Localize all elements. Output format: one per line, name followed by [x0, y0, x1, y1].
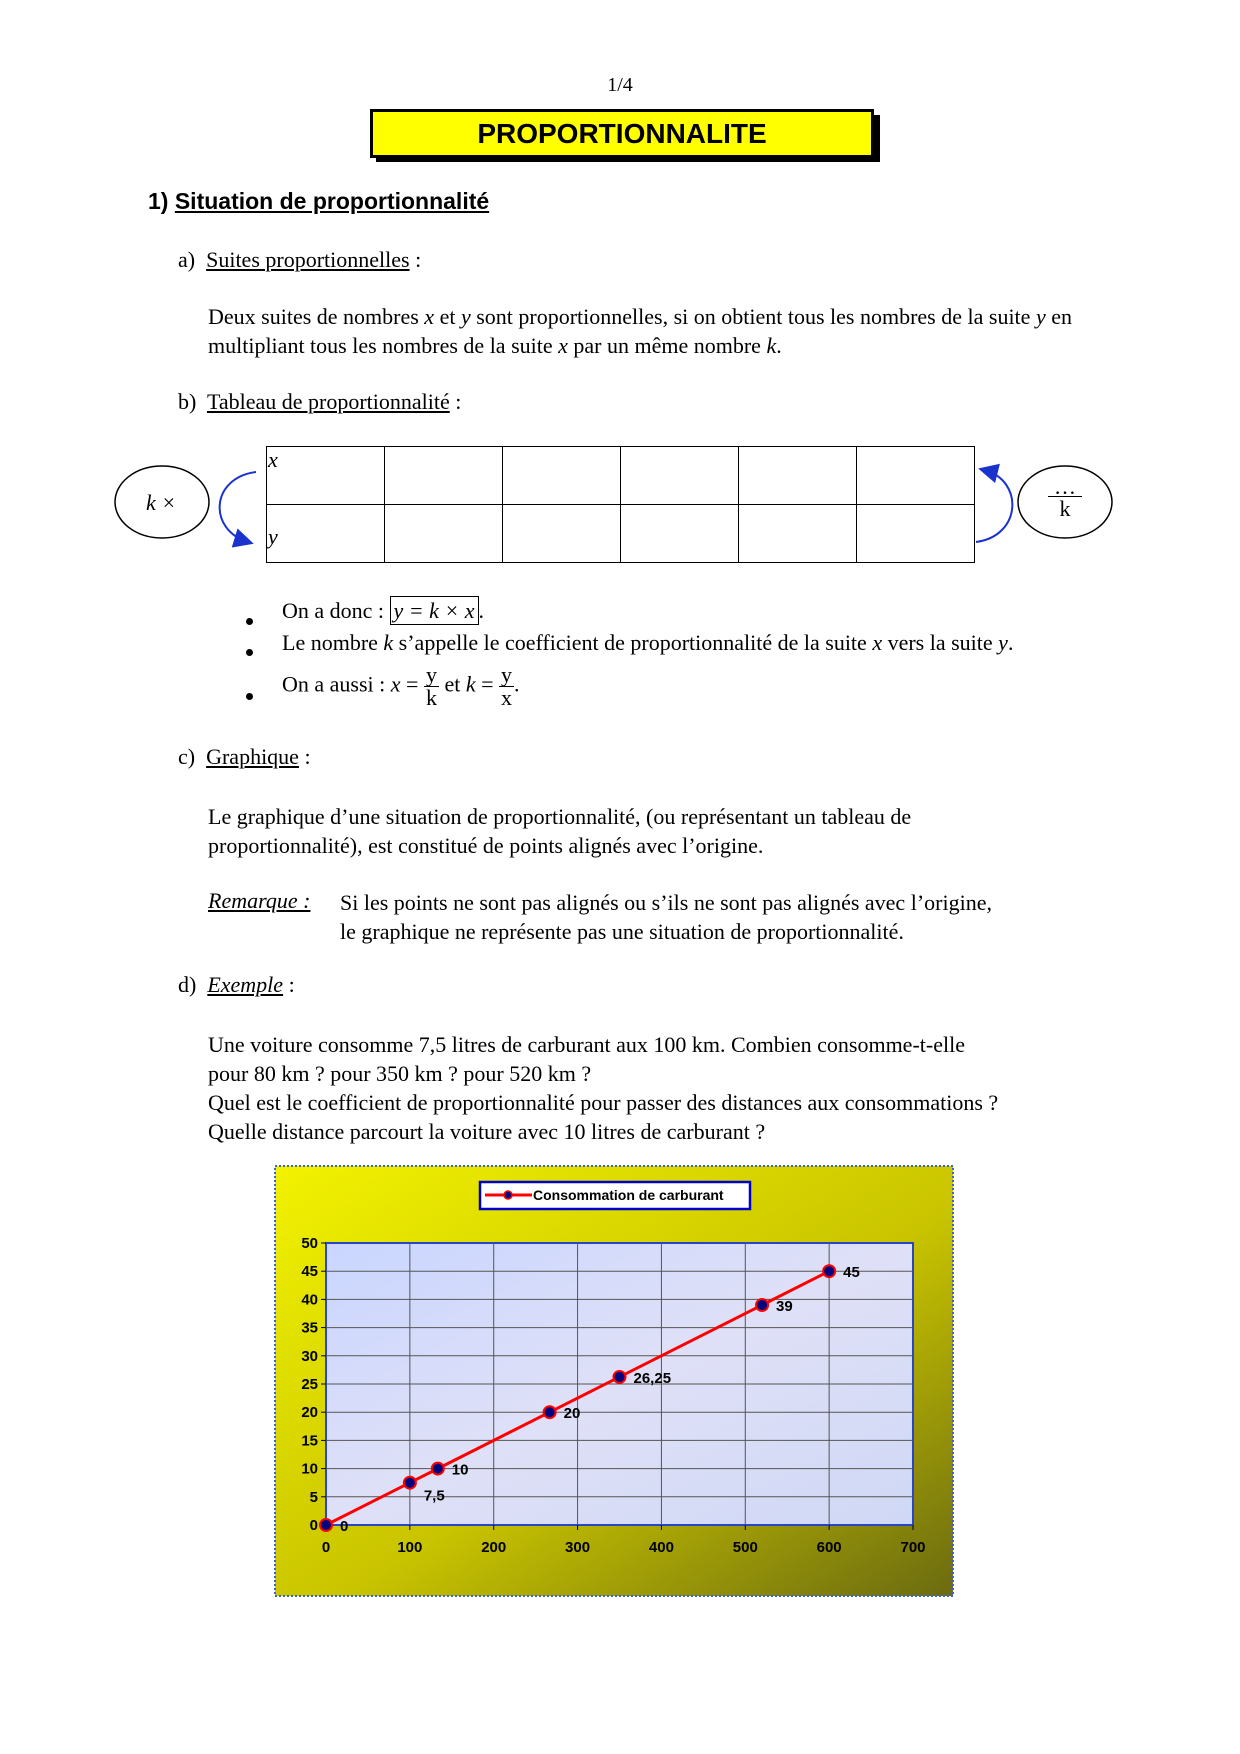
remark-label: Remarque : [208, 888, 311, 913]
part-d-line-4: Quelle distance parcourt la voiture avec 10 litres de carburant ? [208, 1119, 766, 1144]
bullet-3-eq: = [475, 671, 500, 697]
text-run: par un même nombre [567, 333, 767, 358]
legend-label: Consommation de carburant [533, 1187, 724, 1203]
legend-marker [504, 1191, 512, 1199]
y-tick-label: 20 [301, 1404, 318, 1422]
bullet-dot [246, 687, 253, 705]
data-point [544, 1406, 556, 1418]
remark-text [340, 888, 992, 946]
y-tick-label: 40 [301, 1291, 318, 1309]
x-tick-label: 200 [481, 1539, 507, 1556]
part-a-label: a) [178, 247, 196, 272]
bullet-dot [246, 643, 253, 661]
right-oval-num: … [1048, 478, 1082, 497]
frac1-num: y [425, 662, 437, 687]
data-point [823, 1265, 835, 1277]
part-d-heading [178, 972, 295, 998]
row-y-label: y [268, 524, 278, 549]
text-run: sont proportionnelles, si on obtient tous les nombres de la suite [470, 304, 1036, 329]
part-b-colon: : [449, 389, 462, 414]
frac2-num: y [501, 662, 513, 687]
section-1-number: 1) [148, 188, 169, 214]
y-tick-label: 0 [309, 1517, 318, 1534]
part-d-line-1: Une voiture consomme 7,5 litres de carburant aux 100 km. Combien consomme-t-elle [208, 1032, 965, 1057]
right-arrow [976, 470, 1012, 542]
y-tick-label: 25 [301, 1376, 318, 1393]
text-run: . [1007, 630, 1014, 655]
data-point [320, 1519, 332, 1531]
remark-line-1: Si les points ne sont pas alignés ou s’ils ne sont pas alignés avec l’origine, [340, 890, 992, 915]
text-run: x [424, 304, 435, 329]
part-a-title: Suites proportionnelles [206, 247, 410, 272]
section-1-title: Situation de proportionnalité [174, 188, 490, 214]
part-b-title: Tableau de proportionnalité [206, 389, 450, 414]
part-a-heading [178, 247, 421, 273]
text-run: x [558, 333, 568, 358]
text-run: k [766, 333, 777, 358]
table-arrows [110, 450, 1120, 560]
fuel-consumption-chart [274, 1165, 954, 1597]
part-d-colon: : [283, 972, 295, 997]
y-tick-label: 5 [309, 1488, 318, 1506]
data-label: 39 [776, 1298, 793, 1316]
part-c-text [208, 802, 911, 860]
text-run: y [998, 630, 1008, 655]
text-run: et [434, 304, 461, 329]
x-tick-label: 100 [397, 1539, 423, 1556]
y-tick-label: 15 [301, 1432, 318, 1450]
y-tick-label: 50 [301, 1235, 318, 1252]
right-oval-fraction [1048, 474, 1082, 521]
x-tick-label: 600 [816, 1539, 842, 1556]
frac2-den: x [501, 685, 513, 710]
text-run: Le nombre [282, 630, 384, 655]
data-label: 45 [843, 1264, 860, 1282]
bullet-3-eq: = [400, 671, 424, 697]
page-number: 1/4 [607, 74, 633, 96]
part-a-text [208, 302, 1118, 360]
left-oval-text: k × [146, 490, 177, 515]
part-d-label: d) [178, 972, 197, 997]
fraction-y-over-k [424, 664, 439, 709]
part-c-line-2: proportionnalité), est constitué de points alignés avec l’origine. [208, 833, 764, 858]
text-run: k [383, 630, 394, 655]
part-d-line-3: Quel est le coefficient de proportionnalité pour passer des distances aux consommations ? [208, 1090, 999, 1115]
remark-line-2: le graphique ne représente pas une situation de proportionnalité. [340, 919, 904, 944]
left-arrow [220, 472, 256, 542]
part-b-label: b) [178, 389, 197, 414]
x-tick-label: 400 [648, 1539, 674, 1556]
text-run: y [1035, 304, 1046, 329]
data-point [756, 1299, 768, 1311]
right-oval-den: k [1059, 496, 1071, 521]
part-b-heading [178, 389, 461, 415]
y-tick-label: 35 [301, 1319, 318, 1337]
bullet-3 [282, 664, 520, 709]
bullet-3-mid: et [438, 671, 466, 697]
bullet-3-x: x [390, 671, 401, 697]
text-run: y [460, 304, 471, 329]
part-c-colon: : [298, 744, 311, 769]
y-tick-label: 45 [301, 1263, 318, 1281]
data-point [432, 1463, 444, 1475]
x-tick-label: 700 [900, 1539, 926, 1556]
part-c-title: Graphique [206, 744, 299, 769]
chart-legend [480, 1182, 750, 1209]
fraction-y-over-x [499, 664, 514, 709]
y-tick-label: 30 [301, 1347, 318, 1365]
data-label: 0 [340, 1518, 349, 1535]
data-label: 10 [451, 1461, 469, 1479]
bullet-2 [282, 630, 1013, 656]
bullet-3-end: . [514, 671, 520, 697]
frac1-den: k [425, 685, 437, 710]
part-c-line-1: Le graphique d’une situation de proportionnalité, (ou représentant un tableau de [208, 804, 912, 829]
y-tick-label: 10 [301, 1460, 318, 1478]
bullet-dot [246, 612, 253, 630]
text-run: vers la suite [882, 630, 999, 655]
part-d-text [208, 1030, 998, 1146]
data-point [404, 1477, 416, 1489]
x-tick-label: 500 [732, 1539, 758, 1556]
part-d-title: Exemple [207, 972, 284, 997]
row-x-label: x [268, 447, 278, 472]
data-label: 26,25 [633, 1369, 672, 1387]
bullet-3-k: k [465, 671, 476, 697]
text-run: x [872, 630, 883, 655]
section-1-heading [148, 188, 489, 215]
part-c-label: c) [178, 744, 196, 769]
text-run: . [776, 333, 782, 358]
data-point [614, 1371, 626, 1383]
data-label: 7,5 [423, 1487, 445, 1505]
part-d-line-2: pour 80 km ? pour 350 km ? pour 520 km ? [208, 1061, 592, 1086]
page-title: PROPORTIONNALITE [370, 109, 874, 158]
formula-box: y = k × x [390, 596, 479, 625]
text-run: Deux suites de nombres [208, 304, 425, 329]
part-a-colon: : [409, 247, 422, 272]
x-tick-label: 300 [565, 1539, 591, 1556]
text-run: s’appelle le coefficient de proportionnalité de la suite [393, 630, 873, 655]
text-run: en multipliant tous les nombres de la suite [208, 304, 1072, 358]
x-tick-label: 0 [321, 1539, 331, 1556]
part-c-heading [178, 744, 311, 770]
data-label: 20 [563, 1405, 581, 1423]
bullet-3-prefix: On a aussi : [282, 671, 391, 697]
bullet-1-prefix: On a donc : [282, 598, 390, 623]
bullet-1-suffix: . [478, 598, 485, 623]
bullet-1 [282, 598, 484, 624]
